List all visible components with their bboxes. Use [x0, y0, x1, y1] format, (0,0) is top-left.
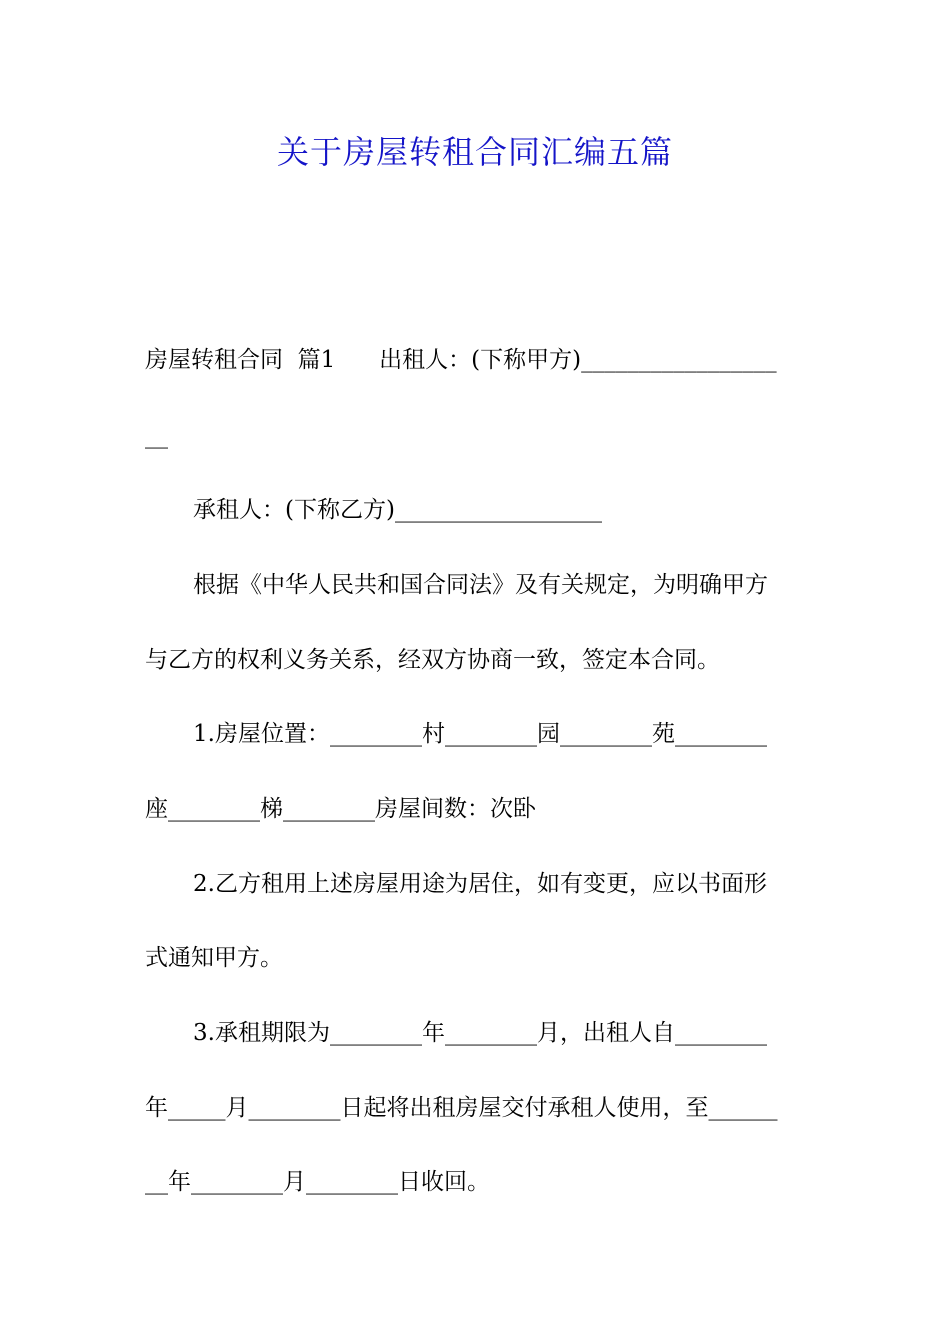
- contract-line-6: 1.房屋位置：________村________园________苑________: [193, 721, 767, 747]
- contract-line-2: __: [145, 423, 168, 449]
- contract-line-4: 根据《中华人民共和国合同法》及有关规定，为明确甲方: [193, 572, 768, 598]
- contract-line-1: 房屋转租合同 篇1 出租人：(下称甲方)_________________: [145, 347, 777, 373]
- contract-line-7: 座________梯________房屋间数：次卧: [145, 796, 536, 822]
- contract-line-9: 式通知甲方。: [145, 945, 283, 971]
- contract-line-11: 年_____月________日起将出租房屋交付承租人使用，至______: [145, 1095, 778, 1121]
- document-title: 关于房屋转租合同汇编五篇: [276, 133, 673, 171]
- contract-line-10: 3.承租期限为________年________月，出租人自________: [193, 1020, 767, 1046]
- contract-line-5: 与乙方的权利义务关系，经双方协商一致，签定本合同。: [145, 647, 720, 673]
- contract-line-3: 承租人：(下称乙方)__________________: [193, 497, 602, 523]
- contract-line-12: __年________月________日收回。: [145, 1169, 490, 1195]
- contract-line-8: 2.乙方租用上述房屋用途为居住，如有变更，应以书面形: [193, 871, 767, 897]
